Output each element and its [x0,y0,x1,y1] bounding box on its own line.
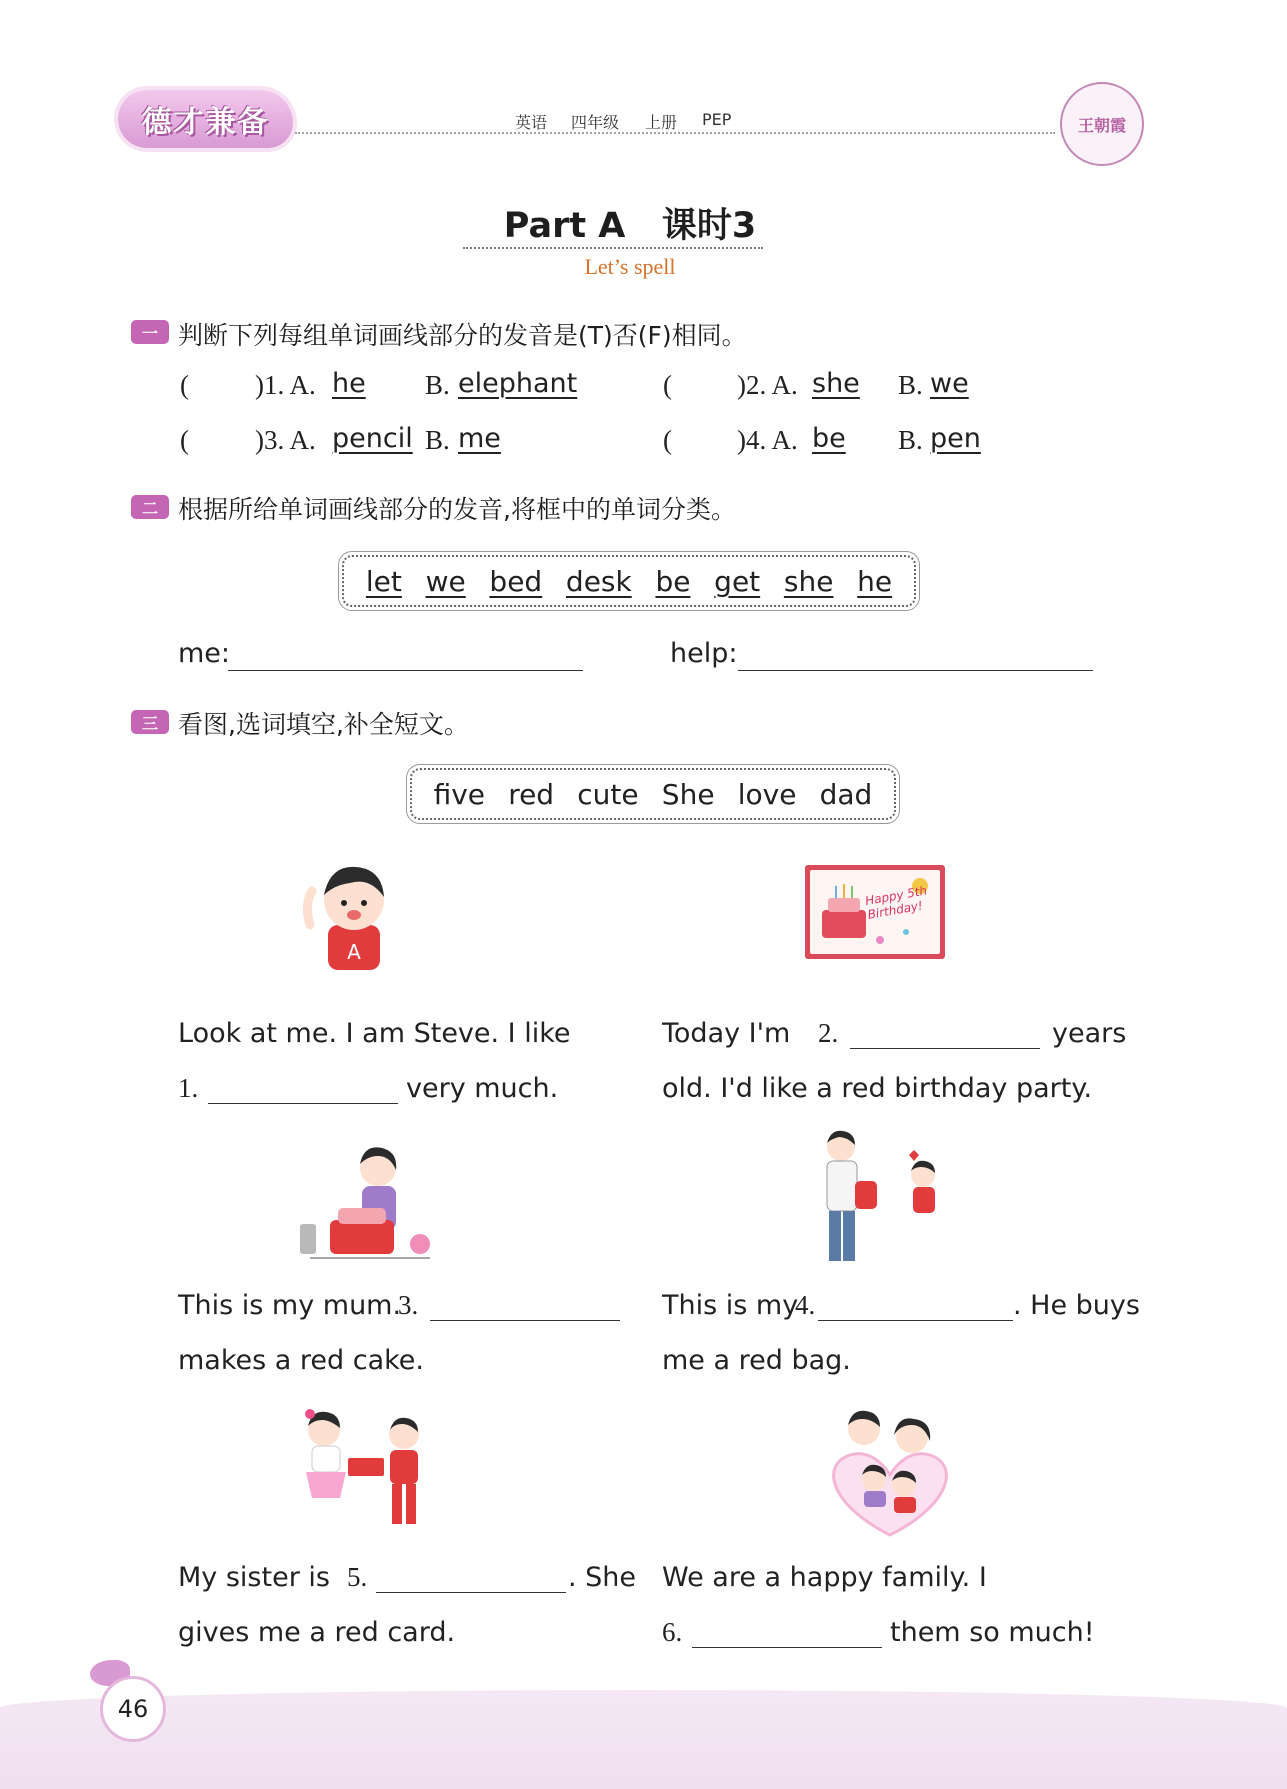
header-edition: PEP [702,110,732,129]
brand-text: 德才兼备 [141,105,270,140]
passage5-line1-end: . She [568,1562,637,1593]
answer-paren-2[interactable]: ( [663,370,672,400]
word-five: five [433,777,486,811]
seal-text: 王朝霞 [1077,115,1126,135]
word-be: be [655,564,691,598]
page-title: Part A 课时3 [503,206,757,246]
q2-word-b: we [930,368,969,399]
blank-2[interactable] [850,1048,1040,1049]
page-number-badge [100,1676,166,1742]
page-subtitle: Let’s spell [584,254,676,279]
blank-6[interactable] [692,1647,882,1648]
header-grade: 四年级 [571,113,620,132]
q3-word-a: pencil [332,423,413,454]
boy-waving-illustration [290,855,410,975]
passage6-line1: We are a happy family. I [662,1562,987,1593]
q1-word-b: elephant [458,368,578,399]
passage5-line2: gives me a red card. [178,1617,456,1648]
q4-b-label: B. [898,425,923,455]
word-desk: desk [565,564,632,598]
passage1-line2-end: very much. [406,1073,559,1104]
blank6-number: 6. [662,1617,683,1647]
mum-cake-illustration [290,1140,440,1270]
word-get: get [714,564,761,598]
happy-family-illustration [820,1395,960,1545]
passage4-line2: me a red bag. [662,1345,851,1376]
sister-card-illustration [290,1400,440,1545]
section2-badge [131,495,169,519]
dad-and-boy-illustration [815,1125,965,1270]
blank5-number: 5. [347,1562,368,1592]
word-he: he [857,564,893,598]
word-she: she [783,564,834,598]
brand-logo [118,90,293,148]
q1-option-b [458,368,577,399]
category-help-blank[interactable] [738,670,1093,671]
blank-3[interactable] [430,1320,620,1321]
word-dad: dad [819,777,873,811]
q3-word-b: me [458,423,501,454]
blank1-number: 1. [178,1073,199,1103]
passage1-line1: Look at me. I am Steve. I like [178,1018,571,1049]
q4-option-b [930,423,981,454]
header-subject: 英语 [515,113,548,132]
passage2-line2: old. I'd like a red birthday party. [662,1073,1093,1104]
answer-paren-1[interactable]: ( [180,370,189,400]
q1-word-a: he [332,368,366,399]
q2-b-label: B. [898,370,923,400]
answer-paren-3[interactable]: ( [180,425,189,455]
category-help-label: help: [670,638,738,669]
svg-text:A: A [347,940,361,964]
category-me-label: me: [178,638,231,669]
q2-option-a [812,368,860,399]
passage3-line2: makes a red cake. [178,1345,425,1376]
passage2-line1-end: years [1052,1018,1127,1049]
word-cute: cute [577,777,639,811]
passage2-line1-start: Today I'm [662,1018,791,1049]
word-bank-3 [410,768,896,820]
blank-1[interactable] [208,1103,398,1104]
q2-number: )2. A. [737,370,798,400]
card-text: Happy 5th Birthday! [864,883,929,922]
footer-band [0,1690,1287,1789]
blank3-number: 3. [398,1290,419,1320]
passage3-line1-start: This is my mum. [178,1290,402,1321]
category-me-blank[interactable] [228,670,583,671]
section1-badge [131,320,169,344]
q4-word-b: pen [930,423,981,454]
q2-option-b [930,368,969,399]
q4-option-a [812,423,846,454]
word-she-cap: She [661,777,715,811]
word-bed: bed [489,564,543,598]
birthday-card-illustration [805,865,945,959]
passage5-line1-start: My sister is [178,1562,330,1593]
section3-badge-label: 三 [141,713,158,733]
q3-option-b [458,423,501,454]
publisher-seal [1060,82,1144,166]
q2-word-a: she [812,368,860,399]
section3-badge [131,710,169,734]
q3-number: )3. A. [255,425,316,455]
q4-word-a: be [812,423,846,454]
word-let: let [365,564,402,598]
word-red: red [508,777,555,811]
section2-instruction: 根据所给单词画线部分的发音,将框中的单词分类。 [178,495,736,524]
section2-badge-label: 二 [141,498,158,518]
q1-option-a [332,368,366,399]
header-volume: 上册 [645,113,678,132]
q1-number: )1. A. [255,370,316,400]
blank4-number: 4. [795,1290,816,1320]
section3-instruction: 看图,选词填空,补全短文。 [178,710,469,739]
q3-option-a [332,423,413,454]
word-bank-2 [342,555,916,607]
title-underline [463,247,763,249]
page-number: 46 [117,1695,149,1723]
q3-b-label: B. [425,425,450,455]
blank2-number: 2. [818,1018,839,1048]
q1-b-label: B. [425,370,450,400]
passage4-line1-end: . He buys [1013,1290,1140,1321]
q4-number: )4. A. [737,425,798,455]
blank-4[interactable] [818,1320,1013,1321]
blank-5[interactable] [376,1592,566,1593]
word-love: love [737,777,797,811]
section1-badge-label: 一 [141,323,158,343]
passage6-line2-end: them so much! [890,1617,1095,1648]
answer-paren-4[interactable]: ( [663,425,672,455]
section1-instruction: 判断下列每组单词画线部分的发音是(T)否(F)相同。 [178,321,747,350]
passage4-line1-start: This is my [662,1290,799,1321]
word-we: we [425,564,466,598]
